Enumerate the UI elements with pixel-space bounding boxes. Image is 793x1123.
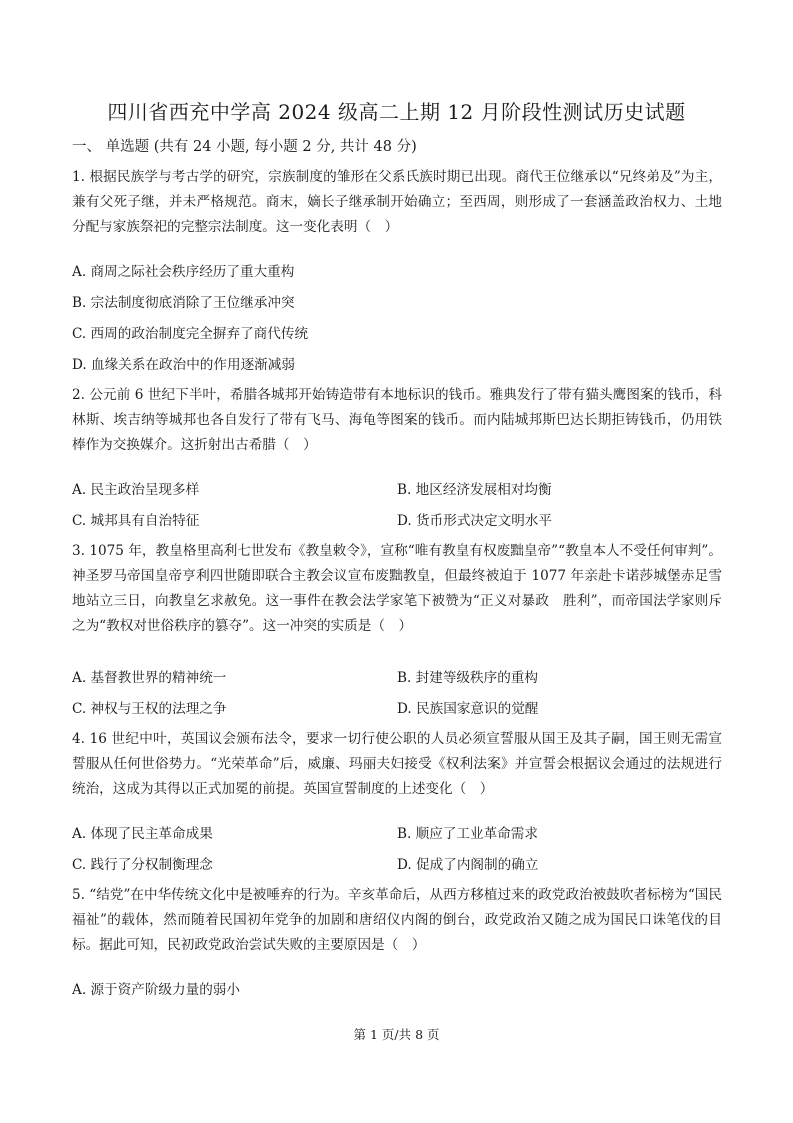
question-2-option-a: A. 民主政治呈现多样 xyxy=(72,482,200,498)
question-3-option-c: C. 神权与王权的法理之争 xyxy=(72,701,227,717)
question-1-stem: 1. 根据民族学与考古学的研究，宗族制度的雏形在父系氏族时期已出现。商代王位继承以“兄终弟及”为主，兼有父死子继，并未严格规范。商末，嫡长子继承制开始确立；至西周，则形成了一套涵盖政治权力、土地分配与家族祭祀的完整宗法制度。这一变化表明（ ） xyxy=(72,169,722,235)
question-5-option-a: A. 源于资产阶级力量的弱小 xyxy=(72,982,240,998)
exam-title: 四川省西充中学高 2024 级高二上期 12 月阶段性测试历史试题 xyxy=(107,100,686,124)
question-1-option-b: B. 宗法制度彻底消除了王位继承冲突 xyxy=(72,295,295,311)
question-4-stem: 4. 16 世纪中叶，英国议会颁布法令，要求一切行使公职的人员必须宣誓服从国王及其子嗣，国王则无需宣誓服从任何世俗势力。“光荣革命”后，威廉、玛丽夫妇接受《权利法案》并宣誓会根据议会通过的法规进行统治，这成为其得以正式加冕的前提。英国宣誓制度的上述变化（ ） xyxy=(72,731,722,797)
question-4-option-d: D. 促成了内阁制的确立 xyxy=(397,857,539,873)
question-3-stem: 3. 1075 年，教皇格里高利七世发布《教皇敕令》，宣称“唯有教皇有权废黜皇帝”“教皇本人不受任何审判”。神圣罗马帝国皇帝亨利四世随即联合主教会议宣布废黜教皇，但最终被迫于 1077 年亲赴卡诺莎城堡赤足雪地站立三日，向教皇乞求赦免。这一事件在教会法学家笔下被赞为“正义对暴政 胜利”，而帝国法学家则斥之为“教权对世俗秩序的篡夺”。这一冲突的实质是（ ） xyxy=(72,543,722,634)
section-heading: 一、 单选题 (共有 24 小题, 每小题 2 分, 共计 48 分) xyxy=(72,139,417,155)
question-3-option-d: D. 民族国家意识的觉醒 xyxy=(397,701,539,717)
question-2-option-c: C. 城邦具有自治特征 xyxy=(72,513,200,529)
question-3-option-b: B. 封建等级秩序的重构 xyxy=(397,670,538,686)
page-footer: 第 1 页/共 8 页 xyxy=(353,1027,440,1042)
question-4-option-c: C. 践行了分权制衡理念 xyxy=(72,857,213,873)
question-3-option-a: A. 基督教世界的精神统一 xyxy=(72,670,227,686)
question-1-option-c: C. 西周的政治制度完全摒弃了商代传统 xyxy=(72,326,309,342)
question-1-option-a: A. 商周之际社会秩序经历了重大重构 xyxy=(72,264,295,280)
question-2-option-d: D. 货币形式决定文明水平 xyxy=(397,513,552,529)
question-2-stem: 2. 公元前 6 世纪下半叶，希腊各城邦开始铸造带有本地标识的钱币。雅典发行了带有猫头鹰图案的钱币，科林斯、埃吉纳等城邦也各自发行了带有飞马、海龟等图案的钱币。而内陆城邦斯巴达长期拒铸钱币，仍用铁棒作为交换媒介。这折射出古希腊（ ） xyxy=(72,387,722,453)
question-1-option-d: D. 血缘关系在政治中的作用逐渐减弱 xyxy=(72,357,295,373)
question-4-option-b: B. 顺应了工业革命需求 xyxy=(397,826,538,842)
question-4-option-a: A. 体现了民主革命成果 xyxy=(72,826,213,842)
question-5-stem: 5. “结党”在中华传统文化中是被唾弃的行为。辛亥革命后，从西方移植过来的政党政治被鼓吹者标榜为“国民福祉”的载体，然而随着民国初年党争的加剧和唐绍仪内阁的倒台，政党政治又随之成为国民口诛笔伐的目标。据此可知，民初政党政治尝试失败的主要原因是（ ） xyxy=(72,887,722,953)
question-2-option-b: B. 地区经济发展相对均衡 xyxy=(397,482,552,498)
